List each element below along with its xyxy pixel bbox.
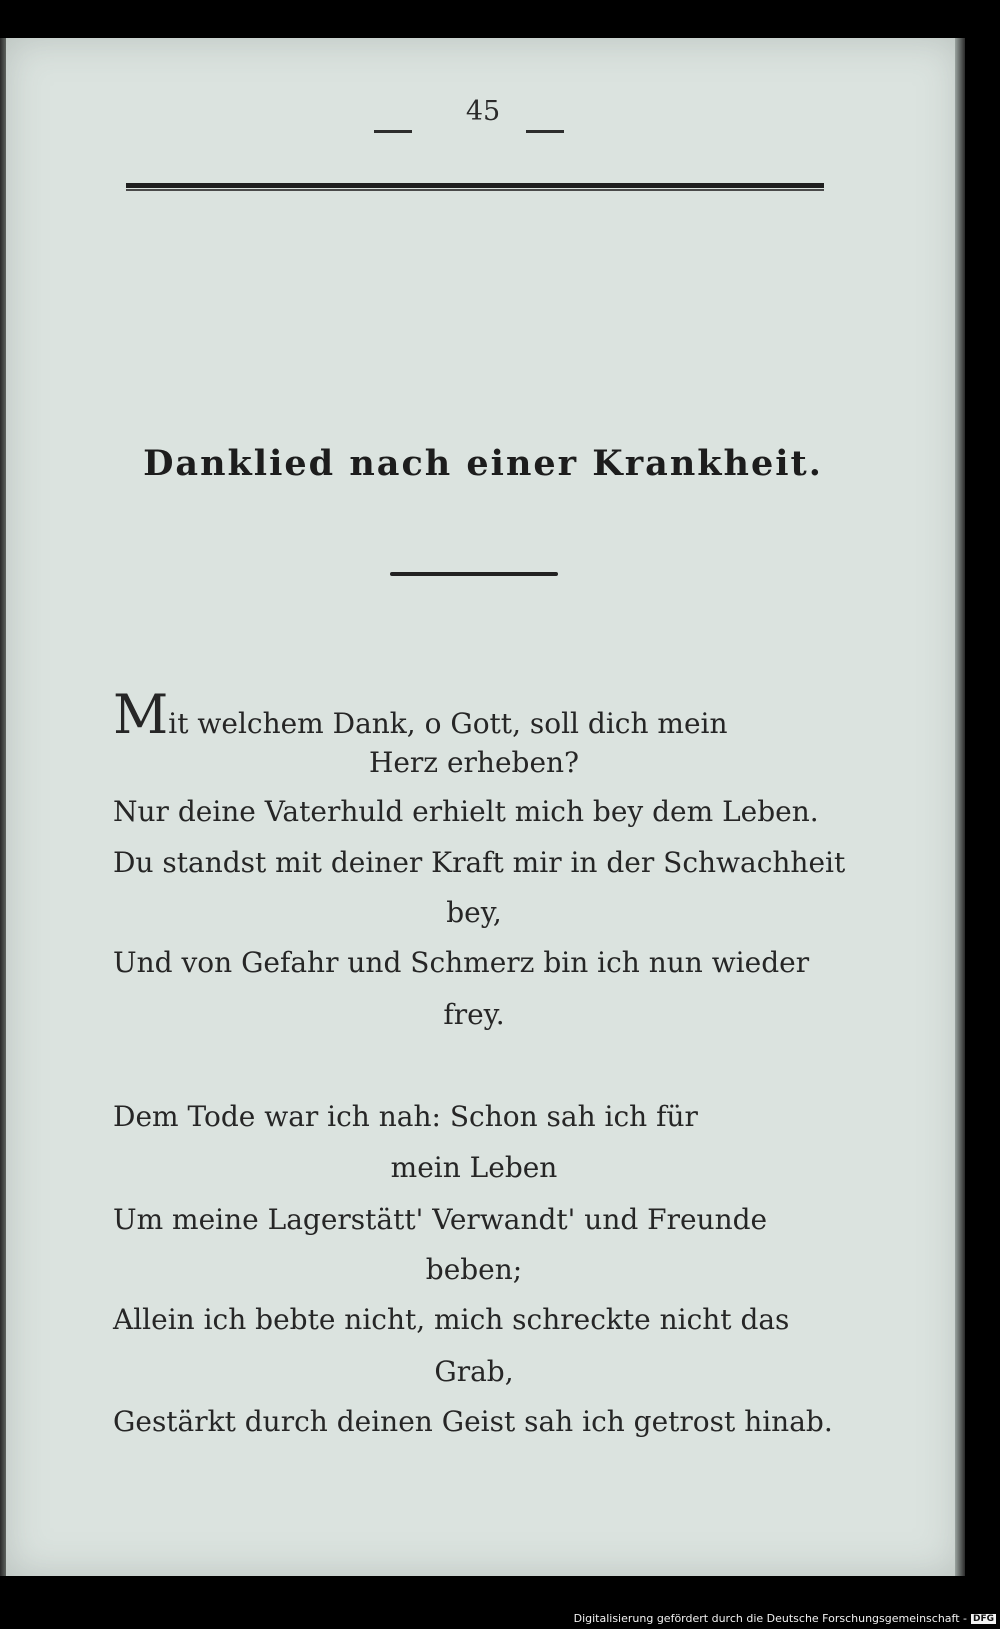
- page-edge: [955, 38, 965, 1576]
- stanza2-line1-cont: mein Leben: [390, 1151, 558, 1184]
- dfg-logo: DFG: [972, 1613, 994, 1624]
- stanza1-line2: Nur deine Vaterhuld erhielt mich bey dem Leben.: [113, 795, 819, 828]
- header-rule: [126, 183, 824, 188]
- stanza2-line2-cont: beben;: [425, 1253, 523, 1286]
- digitization-footer: [574, 1612, 996, 1625]
- title-rule: [390, 572, 558, 576]
- drop-cap: M: [113, 683, 169, 746]
- stanza1-line4: Und von Gefahr und Schmerz bin ich nun wieder: [113, 946, 810, 979]
- stanza2-line3-cont: Grab,: [434, 1355, 514, 1388]
- poem-title: Danklied nach einer Krankheit.: [143, 443, 823, 484]
- book-page: [6, 38, 960, 1576]
- footer-text: Digitalisierung gefördert durch die Deutsche Forschungsgemeinschaft -: [573, 1612, 967, 1625]
- stanza1-line1: Mit welchem Dank, o Gott, soll dich mein: [113, 683, 728, 746]
- stanza2-line3: Allein ich bebte nicht, mich schreckte nicht das: [113, 1303, 790, 1336]
- stanza1-line3-cont: bey,: [446, 896, 502, 929]
- stanza1-line1-cont: Herz erheben?: [368, 746, 580, 779]
- stanza2-line1: Dem Tode war ich nah: Schon sah ich für: [113, 1100, 698, 1133]
- stanza2-line4: Gestärkt durch deinen Geist sah ich getrost hinab.: [113, 1405, 833, 1438]
- page-number-dash-left: [374, 130, 412, 133]
- stanza2-line2: Um meine Lagerstätt' Verwandt' und Freunde: [113, 1203, 768, 1236]
- page-number-dash-right: [526, 130, 564, 133]
- stanza1-line4-cont: frey.: [443, 998, 505, 1031]
- page-number: 45: [465, 96, 501, 127]
- stanza1-line3: Du standst mit deiner Kraft mir in der Schwachheit: [113, 846, 846, 879]
- header-rule-thin: [126, 189, 824, 191]
